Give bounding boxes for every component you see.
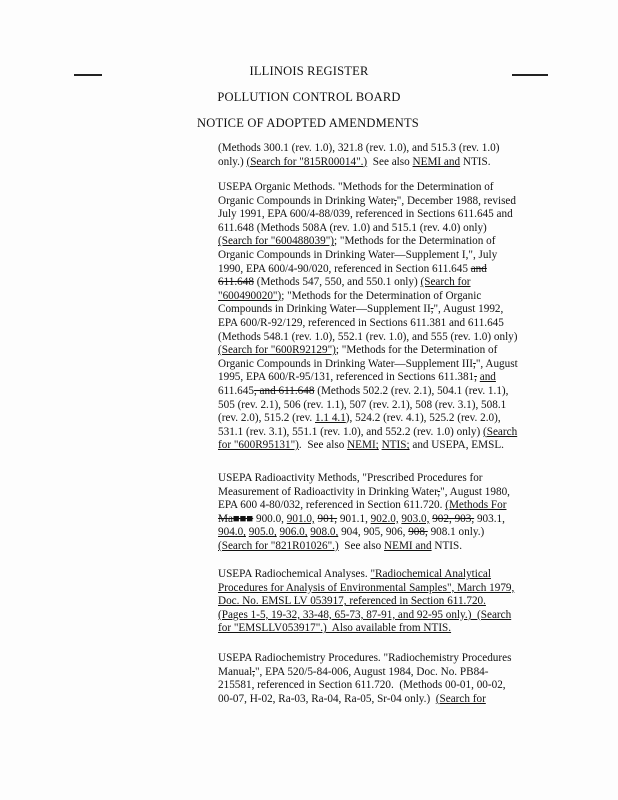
text-segment: 505 (rev. 2.1), 506 (rev. 1.1), 507 (rev. 2.1), 508 (rev. 3.1), 508.1	[218, 398, 507, 411]
deleted-text: 611.648	[218, 276, 254, 289]
text-line	[218, 222, 548, 236]
text-line	[218, 486, 548, 500]
deleted-text: ,	[473, 357, 476, 370]
text-line	[218, 513, 548, 527]
inserted-text: 906.0,	[279, 526, 308, 539]
text-segment: ", EPA 520/5-84-006, August 1984, Doc. No. PB84-	[254, 665, 489, 678]
inserted-text: NEMI;	[347, 439, 379, 452]
text-line	[218, 156, 548, 170]
text-segment: July 1991, EPA 600/4-88/039, referenced in Sections 611.645 and	[218, 208, 513, 221]
text-line	[218, 249, 548, 263]
deleted-text: and	[470, 262, 487, 275]
text-line	[218, 595, 548, 609]
inserted-text: "Radiochemical Analytical	[370, 568, 491, 580]
text-line	[218, 263, 548, 277]
text-line	[218, 303, 548, 317]
inserted-text: 904.0,	[218, 526, 246, 539]
inserted-text: 902.0,	[370, 512, 399, 525]
text-line	[218, 540, 548, 554]
text-line	[218, 439, 548, 453]
deleted-text: ,	[252, 665, 255, 678]
text-segment: Organic Compounds in Drinking Water—Supplement I,", July	[218, 248, 498, 261]
board-title: POLLUTION CONTROL BOARD	[217, 90, 401, 104]
text-segment: (Methods 502.2 (rev. 2.1), 504.1 (rev. 1.1),	[314, 384, 509, 397]
text-line	[218, 652, 548, 666]
inserted-text: Doc. No. EMSL LV 053917, referenced in Section 611.720.	[218, 595, 486, 608]
text-segment: Measurement of Radioactivity in Drinking Water	[218, 485, 438, 498]
text-segment: . See also	[298, 439, 348, 452]
inserted-text: NTIS;	[381, 439, 410, 452]
text-segment: 215581, referenced in Section 611.720. (Methods 00-01, 00-02,	[218, 679, 506, 692]
deleted-text: ,	[474, 371, 477, 384]
text-segment: USEPA Radiochemical Analyses.	[218, 568, 371, 580]
text-line	[218, 679, 548, 693]
inserted-text: (Search for "815R00014".)	[246, 155, 368, 168]
text-segment: 611.645	[218, 384, 254, 397]
text-line	[218, 582, 548, 596]
deleted-text: 902, 903,	[432, 512, 475, 525]
text-segment: NTIS.	[431, 539, 463, 552]
text-segment: (Methods 548.1 (rev. 1.0), 552.1 (rev. 1.0), and 555 (rev. 1.0) only)	[218, 330, 518, 343]
register-title: ILLINOIS REGISTER	[249, 64, 369, 78]
text-line	[218, 399, 548, 413]
deleted-text: ,	[393, 194, 397, 207]
text-line	[218, 142, 548, 156]
inserted-text: "600490020")	[218, 289, 282, 302]
text-segment: 900.0,	[253, 512, 287, 525]
text-segment: ", December 1988, revised	[396, 194, 516, 207]
inserted-text: for "600R95131")	[218, 439, 299, 452]
inserted-text: (Methods For	[445, 499, 507, 512]
inserted-text: NEMI and	[412, 155, 461, 168]
inserted-text: and	[479, 371, 496, 384]
inserted-text: 908.0,	[310, 526, 339, 539]
text-line	[218, 331, 548, 345]
paragraph-radiochemical-analyses	[218, 568, 548, 636]
text-segment: Compounds in Drinking Water—Supplement II	[218, 303, 431, 316]
text-segment: USEPA Organic Methods. "Methods for the Determination of	[218, 181, 494, 193]
text-segment: and USEPA, EMSL.	[409, 439, 504, 452]
text-segment: See also	[338, 539, 385, 552]
deleted-text: 901,	[317, 512, 338, 525]
deleted-text: ,	[430, 303, 434, 316]
text-line	[218, 426, 548, 440]
deleted-text: , and 611.648	[253, 384, 315, 397]
text-segment: (Methods 547, 550, and 550.1 only)	[253, 276, 421, 289]
inserted-text: for "EMSLLV053917".) Also available from NTIS.	[218, 622, 452, 635]
deleted-text: ,	[437, 485, 441, 498]
text-segment: 1995, EPA 600/R-95/131, referenced in Sections 611.381	[218, 371, 475, 384]
text-segment: USEPA Radioactivity Methods, "Prescribed Procedures for	[218, 472, 483, 484]
text-line	[218, 208, 548, 222]
text-segment: ", August 1980,	[440, 485, 510, 498]
text-segment: only.)	[218, 155, 247, 168]
inserted-text: (Search for "821R01026".)	[218, 539, 339, 552]
inserted-text: Procedures for Analysis of Environmental Samples", March 1979,	[218, 581, 515, 594]
inserted-text: NEMI and	[384, 539, 432, 552]
inserted-text: 905.0,	[248, 526, 277, 539]
text-segment: ", August 1992,	[433, 303, 504, 316]
text-line	[218, 358, 548, 372]
inserted-text: 1.1 4.1	[315, 412, 346, 425]
text-line	[218, 181, 548, 195]
text-line	[218, 371, 548, 385]
text-line	[218, 276, 548, 290]
text-line	[218, 609, 548, 623]
notice-title: NOTICE OF ADOPTED AMENDMENTS	[197, 116, 419, 130]
inserted-text: 903.0,	[401, 512, 430, 525]
text-segment: ; "Methods for the Determination of	[335, 344, 498, 357]
paragraph-radiochemistry-procedures	[218, 652, 548, 706]
inserted-text: (Search for	[435, 692, 486, 705]
text-line	[218, 472, 548, 486]
text-segment: 903.1,	[474, 512, 505, 525]
text-segment: 00-07, H-02, Ra-03, Ra-04, Ra-05, Sr-04 only.)	[218, 692, 436, 705]
text-segment: EPA 600 4-80/032, referenced in Section 611.720.	[218, 499, 446, 512]
text-segment: NTIS.	[460, 155, 491, 168]
text-line	[218, 344, 548, 358]
paragraph-radioactivity-methods	[218, 472, 548, 554]
inserted-text: (Search	[483, 425, 518, 438]
text-segment: (rev. 2.0), 515.2 (rev.	[218, 412, 316, 425]
text-segment: 531.1 (rev. 3.1), 551.1 (rev. 1.0), and 552.2 (rev. 1.0) only)	[218, 425, 484, 438]
text-line	[218, 499, 548, 513]
text-segment: ", August	[475, 357, 518, 370]
text-segment: 904, 905, 906,	[338, 526, 409, 539]
paragraph-organic-methods	[218, 181, 548, 453]
text-segment: ; "Methods for the Determination of Organic	[281, 289, 482, 302]
inserted-text: 901.0,	[286, 512, 315, 525]
text-line	[218, 317, 548, 331]
paragraph-methods-continued	[218, 142, 548, 169]
text-segment: (Methods 300.1 (rev. 1.0), 321.8 (rev. 1.0), and 515.3 (rev. 1.0)	[218, 142, 500, 154]
text-segment: 901.1,	[337, 512, 371, 525]
text-segment: Manual	[218, 665, 253, 678]
inserted-text: (Pages 1-5, 19-32, 33-48, 65-73, 87-91, and 92-95 only.) (Search	[218, 608, 512, 621]
text-line	[218, 385, 548, 399]
text-line	[218, 666, 548, 680]
text-segment: 611.648 (Methods 508A (rev. 1.0) and 515.1 (rev. 4.0) only)	[218, 221, 487, 234]
text-line	[218, 693, 548, 707]
text-line	[218, 412, 548, 426]
inserted-text: (Search for "600R92129")	[218, 344, 336, 357]
text-segment: ; "Methods for the Determination of	[334, 235, 496, 248]
text-line	[218, 526, 548, 540]
deleted-text: Ma■■■	[218, 512, 254, 525]
text-line	[218, 568, 548, 582]
inserted-text: (Search for "600488039")	[218, 235, 335, 248]
text-segment: ), 524.2 (rev. 4.1), 525.2 (rev. 2.0),	[345, 412, 501, 425]
text-line	[218, 290, 548, 304]
text-line	[218, 195, 548, 209]
text-segment: Organic Compounds in Drinking Water	[218, 194, 394, 207]
deleted-text: 908,	[408, 526, 428, 539]
text-segment: Organic Compounds in Drinking Water—Supplement III	[218, 357, 474, 370]
text-segment: EPA 600/R-92/129, referenced in Sections 611.381 and 611.645	[218, 316, 504, 329]
text-segment: 1990, EPA 600/4-90/020, referenced in Section 611.645	[218, 262, 471, 275]
text-segment: 908.1 only.)	[427, 526, 485, 539]
text-segment: USEPA Radiochemistry Procedures. "Radiochemistry Procedures	[218, 652, 512, 664]
text-segment: See also	[367, 155, 413, 168]
text-line	[218, 622, 548, 636]
inserted-text: (Search for	[420, 276, 471, 289]
text-line	[218, 235, 548, 249]
